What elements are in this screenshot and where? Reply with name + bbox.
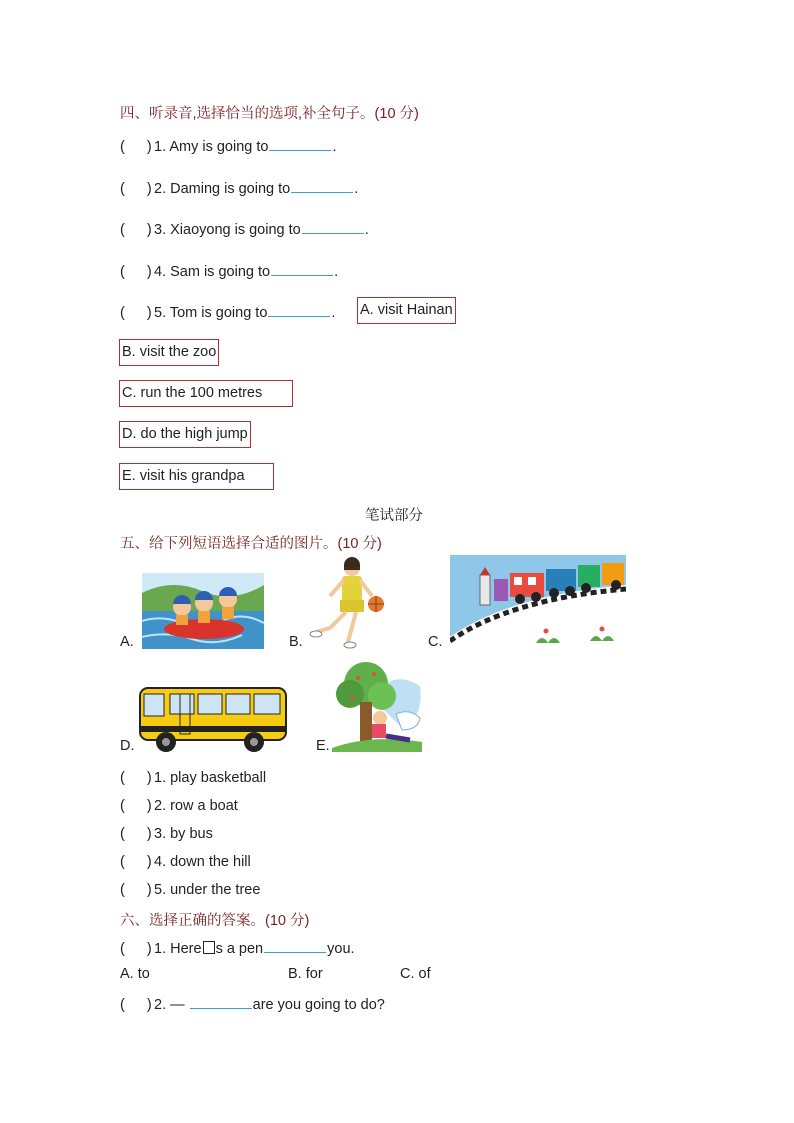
section4-item-4: ( ) 4. Sam is going to .	[120, 261, 338, 280]
section5-title: 五、给下列短语选择合适的图片。(10 分)	[120, 536, 382, 552]
written-part-title: 笔试部分	[365, 508, 423, 524]
section6-q1-option-a: A. to	[120, 966, 150, 982]
missing-char-box	[203, 941, 215, 954]
rafting-picture	[142, 573, 264, 649]
answer-blank[interactable]	[271, 261, 333, 276]
option-d: D. do the high jump	[119, 421, 251, 448]
answer-blank[interactable]	[291, 178, 353, 193]
section5-item-2: ( ) 2. row a boat	[120, 798, 238, 814]
section5-item-5: ( ) 5. under the tree	[120, 882, 261, 898]
section5-item-1: ( ) 1. play basketball	[120, 770, 267, 786]
section5-item-4: ( ) 4. down the hill	[120, 854, 251, 870]
answer-blank[interactable]	[302, 219, 364, 234]
section4-item-3: ( ) 3. Xiaoyong is going to .	[120, 219, 369, 238]
section6-title: 六、选择正确的答案。(10 分)	[120, 913, 310, 929]
picture-label-d: D.	[120, 738, 135, 754]
answer-blank[interactable]	[268, 302, 330, 317]
section4-item-2: ( ) 2. Daming is going to .	[120, 178, 358, 197]
picture-label-e: E.	[316, 738, 330, 754]
option-c: C. run the 100 metres	[119, 380, 293, 407]
picture-label-a: A.	[120, 634, 134, 650]
section6-question-2: ( ) 2. — are you going to do?	[120, 994, 385, 1013]
tree-picture	[332, 658, 422, 752]
answer-blank[interactable]	[190, 994, 252, 1009]
section4-title: 四、听录音,选择恰当的选项,补全句子。(10 分)	[120, 106, 419, 122]
picture-label-b: B.	[289, 634, 303, 650]
section5-item-3: ( ) 3. by bus	[120, 826, 213, 842]
section6-question-1: ( ) 1. Here s a pen you.	[120, 938, 355, 957]
option-a: A. visit Hainan	[357, 297, 456, 324]
section4-item-5: ( ) 5. Tom is going to .	[120, 302, 335, 321]
option-e: E. visit his grandpa	[119, 463, 274, 490]
section4-item-1: ( ) 1. Amy is going to .	[120, 136, 336, 155]
section6-q1-option-c: C. of	[400, 966, 431, 982]
option-b: B. visit the zoo	[119, 339, 219, 366]
bus-picture	[136, 684, 290, 754]
train-hill-picture	[450, 555, 626, 647]
basketball-player-picture	[308, 556, 388, 650]
section6-q1-option-b: B. for	[288, 966, 323, 982]
picture-label-c: C.	[428, 634, 443, 650]
answer-blank[interactable]	[269, 136, 331, 151]
answer-blank[interactable]	[264, 938, 326, 953]
